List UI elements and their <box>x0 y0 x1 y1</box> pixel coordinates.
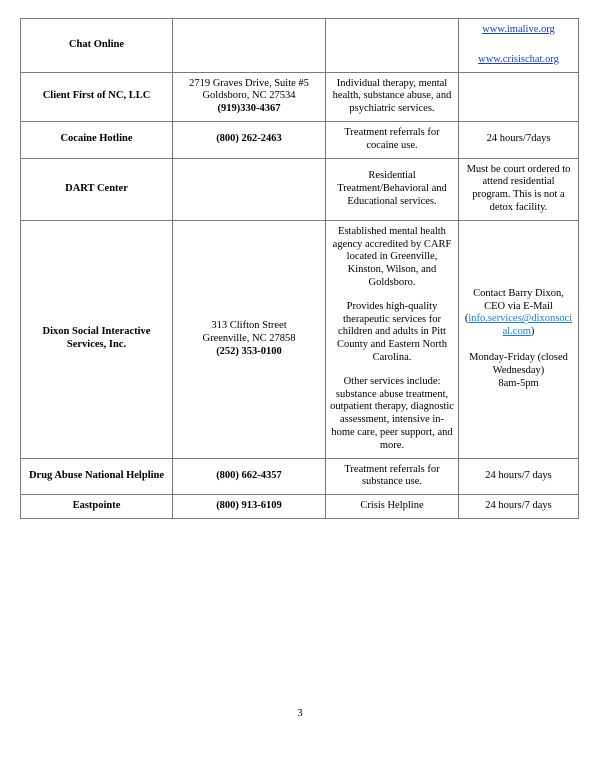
service-paragraph: Established mental health agency accredited by CARF located in Greenville, Kinston, Wilson, and Goldsboro. <box>332 225 452 288</box>
phone-number: (800) 913-6109 <box>173 495 326 519</box>
address-line: 2719 Graves Drive, Suite #5 <box>189 77 309 89</box>
organization-name: DART Center <box>21 158 173 220</box>
organization-name: Eastpointe <box>21 495 173 519</box>
services-cell: Crisis Helpline <box>326 495 459 519</box>
organization-name: Dixon Social Interactive Services, Inc. <box>21 220 173 458</box>
phone-number: (919)330-4367 <box>217 103 281 115</box>
email-open-paren: ( <box>464 313 469 325</box>
address-cell <box>173 19 326 73</box>
hours-cell: Must be court ordered to attend residential program. This is not a detox facility. <box>459 158 579 220</box>
table-row <box>21 121 579 158</box>
address-cell <box>173 158 326 220</box>
links-cell <box>459 19 579 73</box>
website-link-imalive[interactable]: www.imalive.org <box>482 24 555 35</box>
hours-cell: 24 hours/7 days <box>459 495 579 519</box>
hours-cell <box>459 220 579 458</box>
table-row <box>21 220 579 458</box>
email-close-paren: ) <box>530 326 535 338</box>
address-line: Greenville, NC 27858 <box>202 332 296 344</box>
service-paragraph: Provides high-quality therapeutic services for children and adults in Pitt County and Eastern North Carolina. <box>337 300 447 363</box>
hours-cell <box>459 72 579 121</box>
hours-cell: 24 hours/7 days <box>459 458 579 495</box>
hours-line: Monday-Friday (closed Wednesday) <box>469 352 568 376</box>
website-link-crisischat[interactable]: www.crisischat.org <box>478 53 559 65</box>
phone-number: (252) 353-0100 <box>216 345 282 357</box>
address-cell <box>173 72 326 121</box>
hours-cell: 24 hours/7days <box>459 121 579 158</box>
hours-of-operation <box>463 352 574 390</box>
organization-name: Chat Online <box>21 19 173 73</box>
services-cell: Treatment referrals for substance use. <box>326 458 459 495</box>
service-paragraph: Other services include: substance abuse treatment, outpatient therapy, diagnostic assessment, intensive in-home care, peer support, and more. <box>330 375 454 451</box>
table-row <box>21 495 579 519</box>
services-cell: Individual therapy, mental health, substance abuse, and psychiatric services. <box>326 72 459 121</box>
services-cell <box>326 19 459 73</box>
services-cell: Treatment referrals for cocaine use. <box>326 121 459 158</box>
table-row <box>21 19 579 73</box>
table-row <box>21 458 579 495</box>
services-cell <box>326 220 459 458</box>
hours-line: 8am-5pm <box>498 377 539 389</box>
page-number: 3 <box>297 708 303 719</box>
resource-table <box>20 18 579 519</box>
table-row <box>21 72 579 121</box>
address-line: Goldsboro, NC 27534 <box>202 90 296 102</box>
phone-number: (800) 262-2463 <box>173 121 326 158</box>
organization-name: Drug Abuse National Helpline <box>21 458 173 495</box>
contact-intro-text: Contact Barry Dixon, CEO via E-Mail <box>473 287 564 312</box>
contact-email-link[interactable]: info.services@dixonsocial.com <box>468 313 573 338</box>
table-row <box>21 158 579 220</box>
services-cell: Residential Treatment/Behavioral and Educational services. <box>326 158 459 220</box>
address-cell <box>173 220 326 458</box>
address-line: 313 Clifton Street <box>211 319 287 331</box>
organization-name: Cocaine Hotline <box>21 121 173 158</box>
phone-number: (800) 662-4357 <box>173 458 326 495</box>
organization-name: Client First of NC, LLC <box>21 72 173 121</box>
contact-info <box>463 288 574 339</box>
